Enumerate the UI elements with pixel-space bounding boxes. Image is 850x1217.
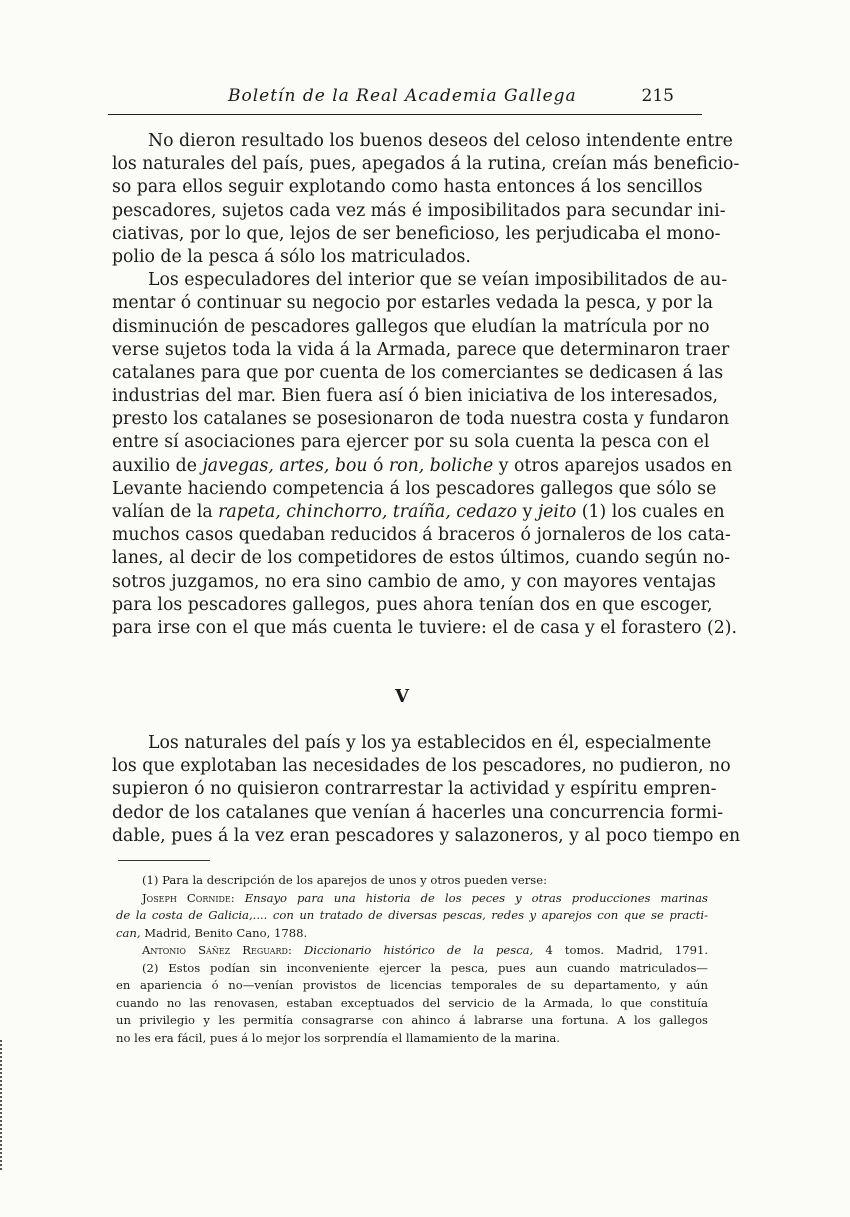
footnote-1-ref-1c bbox=[116, 925, 708, 943]
footnote-line: un privilegio y les permitía consagrarse con ahinco á labrarse una fortuna. A los gallegos bbox=[116, 1013, 708, 1027]
text-line: presto los catalanes se posesionaron de toda nuestra costa y fundaron bbox=[112, 409, 730, 430]
footnotes bbox=[116, 872, 708, 1047]
text-line: los naturales del país, pues, apegados á la rutina, creían más beneficio- bbox=[112, 154, 740, 175]
body-text bbox=[112, 130, 740, 640]
footnote-line: en apariencia ó no—venían provistos de licencias temporales de su departamento, y aún bbox=[116, 978, 708, 992]
text-line: dable, pues á la vez eran pescadores y salazoneros, y al poco tiempo en bbox=[112, 825, 741, 846]
text-run: valían de la bbox=[112, 502, 219, 522]
footnote-2 bbox=[116, 960, 708, 1048]
italic-term: ron, boliche bbox=[388, 455, 494, 476]
running-title: Boletín de la Real Academia Gallega bbox=[228, 86, 577, 106]
footnote-1-ref-1b bbox=[116, 907, 708, 925]
text-line: Los naturales del país y los ya establecidos en él, especialmente bbox=[148, 733, 712, 753]
footnote-title: can, bbox=[116, 925, 141, 940]
text-line: muchos casos quedaban reducidos á braceros ó jornaleros de los cata- bbox=[112, 525, 731, 546]
footnote-line: (2) Estos podían sin inconveniente ejercer la pesca, pues aun cuando matriculados— bbox=[142, 960, 708, 975]
text-line: mentar ó continuar su negocio por estarles vedada la pesca, y por la bbox=[112, 293, 713, 314]
footnote-1-intro: (1) Para la descripción de los aparejos de unos y otros pueden verse: bbox=[142, 873, 548, 887]
italic-term: jeito bbox=[537, 502, 577, 522]
text-line: catalanes para que por cuenta de los comerciantes se dedicasen á las bbox=[112, 362, 724, 383]
page-number: 215 bbox=[641, 86, 674, 106]
paragraph-2 bbox=[112, 269, 737, 640]
section-body bbox=[112, 732, 741, 848]
text-run: auxilio de bbox=[112, 455, 203, 476]
text-run: y otros aparejos usados en bbox=[493, 455, 733, 476]
scan-edge-mark bbox=[0, 1040, 8, 1170]
footnote-author: Joseph Cornide: bbox=[142, 890, 235, 905]
footnote-line: no les era fácil, pues á lo mejor los sorprendía el llamamiento de la marina. bbox=[116, 1030, 560, 1045]
text-run: y bbox=[517, 502, 538, 522]
footnote-title: de la costa de Galicia,.... con un tratado de diversas pescas, redes y aparejos con que se practi- bbox=[116, 908, 708, 922]
text-line: sotros juzgamos, no era sino cambio de amo, y con mayores ventajas bbox=[112, 571, 716, 592]
text-line: Levante haciendo competencia á los pescadores gallegos que sólo se bbox=[112, 478, 717, 499]
text-run: (1) los cuales en bbox=[576, 502, 725, 522]
page-header bbox=[108, 84, 702, 115]
text-line bbox=[112, 501, 725, 524]
text-line: No dieron resultado los buenos deseos del celoso intendente entre bbox=[148, 131, 733, 151]
text-line: polio de la pesca á sólo los matriculados. bbox=[112, 246, 471, 267]
text-line: para los pescadores gallegos, pues ahora tenían dos en que escoger, bbox=[112, 594, 713, 615]
text-line: entre sí asociaciones para ejercer por su sola cuenta la pesca con el bbox=[112, 432, 710, 453]
text-line: industrias del mar. Bien fuera así ó bien iniciativa de los interesados, bbox=[112, 386, 718, 407]
paragraph-1 bbox=[112, 130, 740, 269]
text-line: verse sujetos toda la vida á la Armada, parece que determinaron traer bbox=[112, 339, 730, 360]
text-line: para irse con el que más cuenta le tuviere: el de casa y el forastero (2). bbox=[112, 617, 737, 638]
footnote-author: Antonio Sáñez Reguard: bbox=[142, 943, 292, 957]
text-line: pescadores, sujetos cada vez más é imposibilitados para secundar ini- bbox=[112, 200, 726, 221]
italic-term: javegas, artes, bou bbox=[202, 455, 368, 476]
footnote-line: cuando no las renovasen, estaban exceptuados del servicio de la Armada, lo que constituía bbox=[116, 995, 708, 1010]
text-line: los que explotaban las necesidades de los pescadores, no pudieron, no bbox=[112, 756, 731, 777]
text-line: Los especuladores del interior que se veían imposibilitados de au- bbox=[148, 270, 728, 291]
italic-term: rapeta, chinchorro, traíña, cedazo bbox=[218, 502, 518, 522]
footnote-title: Ensayo para una historia de los peces y otras producciones marinas bbox=[244, 890, 708, 905]
text-run: ó bbox=[367, 455, 389, 476]
paragraph-3 bbox=[112, 732, 741, 848]
text-line: supieron ó no quisieron contrarrestar la actividad y espíritu empren- bbox=[112, 779, 717, 800]
text-line: so para ellos seguir explotando como hasta entonces á los sencillos bbox=[112, 177, 703, 198]
text-line bbox=[112, 455, 733, 478]
footnote-divider bbox=[118, 860, 210, 861]
text-line: ciativas, por lo que, lejos de ser beneficioso, les perjudicaba el mono- bbox=[112, 223, 721, 244]
footnote-imprint: 4 tomos. Madrid, 1791. bbox=[533, 943, 709, 957]
text-line: lanes, al decir de los competidores de estos últimos, cuando según no- bbox=[112, 548, 731, 569]
text-line: disminución de pescadores gallegos que eludían la matrícula por no bbox=[112, 316, 710, 337]
footnote-1-ref-2 bbox=[116, 942, 708, 960]
text-line: dedor de los catalanes que venían á hacerles una concurrencia formi- bbox=[112, 802, 724, 823]
section-numeral: V bbox=[395, 686, 409, 707]
footnote-1-ref-1a bbox=[116, 890, 708, 908]
footnote-title: Diccionario histórico de la pesca, bbox=[303, 943, 534, 957]
footnote-imprint: Madrid, Benito Cano, 1788. bbox=[140, 925, 308, 940]
